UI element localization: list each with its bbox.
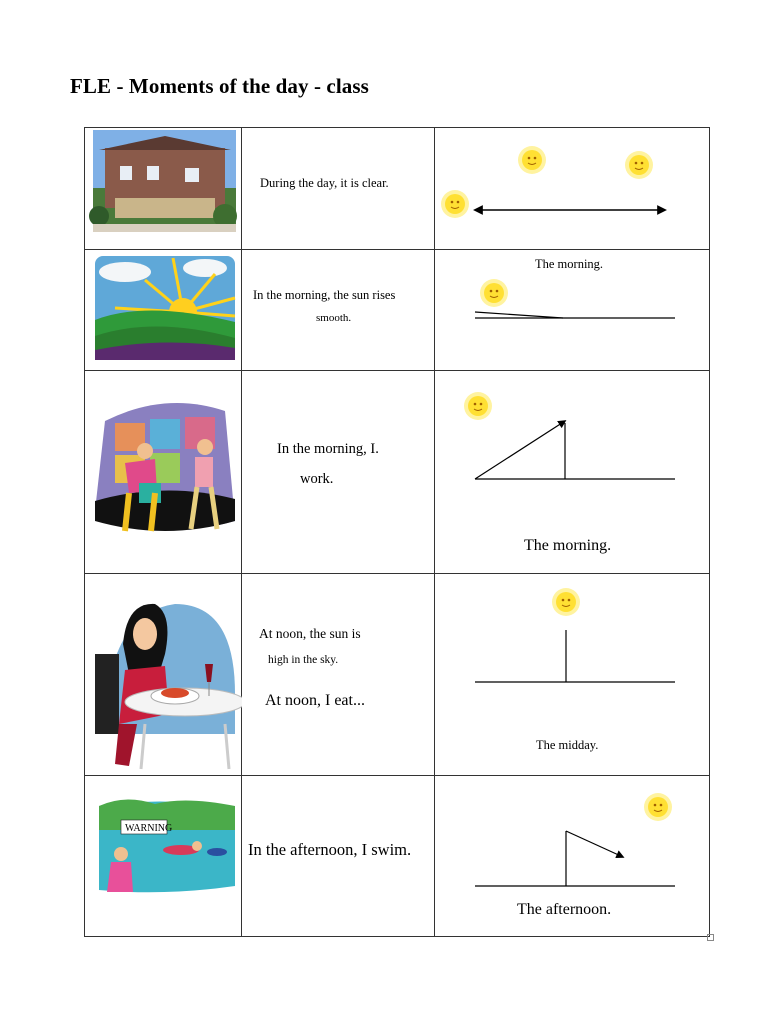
swim-picture-cell bbox=[85, 776, 242, 937]
sun-path-diagram bbox=[435, 128, 710, 249]
sun-icon bbox=[625, 151, 653, 179]
text-cell bbox=[242, 250, 435, 371]
table-row bbox=[85, 574, 710, 776]
text-cell bbox=[242, 574, 435, 776]
eating-picture-cell bbox=[85, 574, 242, 776]
sun-diagram-cell bbox=[435, 371, 710, 574]
text-cell bbox=[242, 128, 435, 250]
row1-text-line1: During the day, it is clear. bbox=[260, 176, 389, 190]
workers-clipart bbox=[85, 371, 242, 573]
sunrise-clipart bbox=[85, 250, 242, 370]
row4-caption: The midday. bbox=[536, 738, 599, 752]
row2-caption: The morning. bbox=[535, 257, 604, 271]
sun-diagram-cell bbox=[435, 128, 710, 250]
sunrise-picture-cell bbox=[85, 250, 242, 371]
warning-sign: WARNING bbox=[125, 823, 173, 834]
table-row bbox=[85, 250, 710, 371]
row4-text-line3: At noon, I eat... bbox=[265, 692, 365, 709]
text-cell bbox=[242, 776, 435, 937]
page-title: FLE - Moments of the day - class bbox=[70, 74, 369, 98]
swimmers-clipart bbox=[85, 776, 242, 936]
table-row bbox=[85, 371, 710, 574]
row4-text-line2: high in the sky. bbox=[268, 654, 339, 666]
row3-text-line1: In the morning, I. bbox=[277, 441, 379, 457]
row5-text-line1: In the afternoon, I swim. bbox=[248, 840, 412, 859]
sun-icon bbox=[552, 588, 580, 616]
table-row bbox=[85, 128, 710, 250]
row3-text-line2: work. bbox=[300, 471, 334, 487]
row2-text-line2: smooth. bbox=[316, 312, 352, 324]
sun-icon bbox=[464, 392, 492, 420]
work-picture-cell bbox=[85, 371, 242, 574]
table-row bbox=[85, 776, 710, 937]
sun-icon bbox=[644, 793, 672, 821]
house-photo bbox=[85, 128, 242, 249]
woman-eating-clipart bbox=[85, 574, 242, 775]
house-picture-cell bbox=[85, 128, 242, 250]
table-resize-handle[interactable] bbox=[707, 934, 714, 941]
sun-diagram-cell bbox=[435, 776, 710, 937]
worksheet-table bbox=[84, 127, 710, 937]
sun-path-diagram bbox=[435, 250, 710, 370]
row2-text-line1: In the morning, the sun rises bbox=[253, 288, 396, 302]
sun-diagram-cell bbox=[435, 574, 710, 776]
sun-icon bbox=[518, 146, 546, 174]
sun-diagram-cell bbox=[435, 250, 710, 371]
sun-icon bbox=[480, 279, 508, 307]
sun-icon bbox=[441, 190, 469, 218]
row4-text-line1: At noon, the sun is bbox=[259, 626, 361, 641]
row5-caption: The afternoon. bbox=[517, 901, 612, 918]
row3-caption: The morning. bbox=[524, 537, 612, 554]
text-cell bbox=[242, 371, 435, 574]
